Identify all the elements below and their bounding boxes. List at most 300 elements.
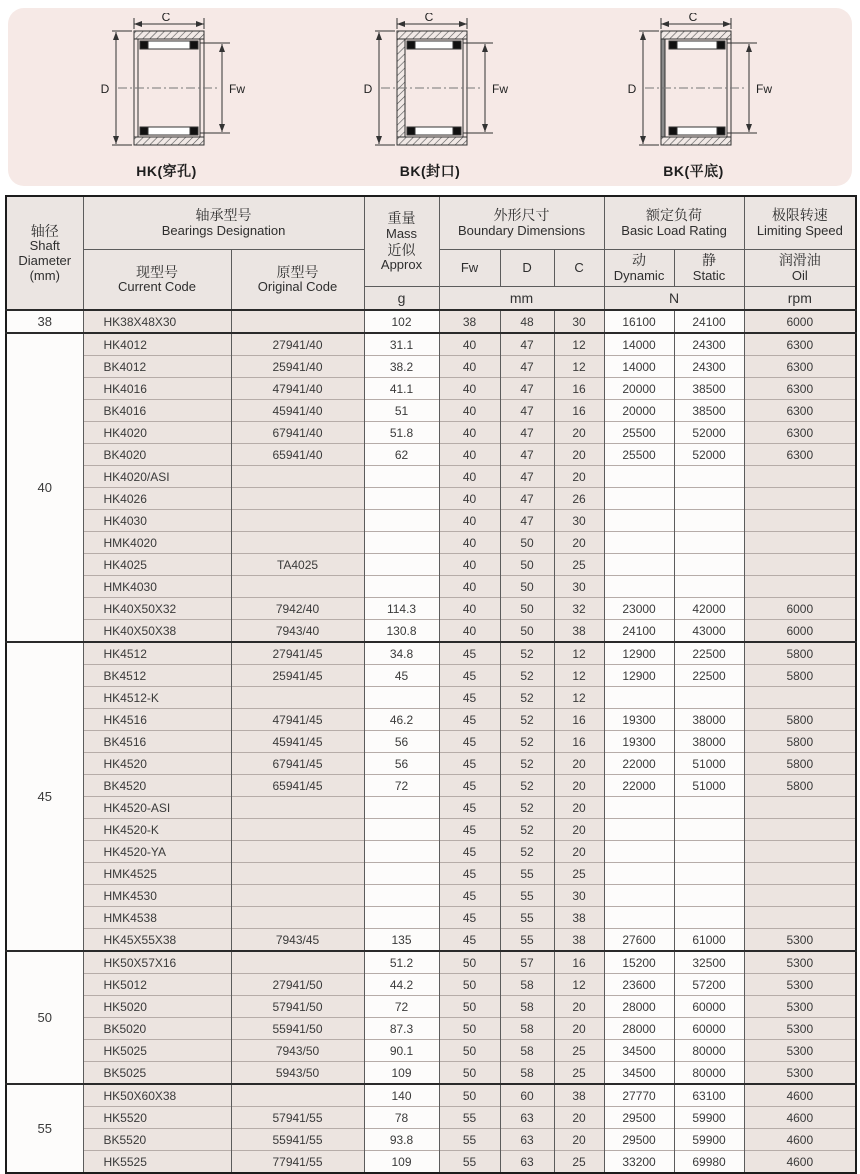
cell-dynamic: 28000 xyxy=(604,1018,674,1040)
cell-current-code: HK38X48X30 xyxy=(83,310,231,333)
cell-original-code xyxy=(231,488,364,510)
cell-d: 55 xyxy=(500,907,554,929)
dim-label-d: D xyxy=(363,82,373,96)
bearing-cross-section-drawing xyxy=(62,13,272,165)
cell-c: 30 xyxy=(554,885,604,907)
cell-c: 38 xyxy=(554,1084,604,1107)
cell-rpm: 6300 xyxy=(744,378,856,400)
header-dynamic: 动 Dynamic xyxy=(604,250,674,287)
cell-c: 26 xyxy=(554,488,604,510)
cell-mass: 51.8 xyxy=(364,422,439,444)
cell-rpm xyxy=(744,819,856,841)
cell-static xyxy=(674,863,744,885)
header-original-code: 原型号 Original Code xyxy=(231,250,364,311)
cell-dynamic: 16100 xyxy=(604,310,674,333)
bearing-cross-section-drawing xyxy=(325,13,535,165)
cell-original-code xyxy=(231,466,364,488)
header-static: 静 Static xyxy=(674,250,744,287)
cell-d: 58 xyxy=(500,1018,554,1040)
cell-dynamic xyxy=(604,863,674,885)
cell-c: 20 xyxy=(554,996,604,1018)
cell-dynamic: 33200 xyxy=(604,1151,674,1174)
cell-rpm xyxy=(744,466,856,488)
cell-c: 20 xyxy=(554,422,604,444)
table-row xyxy=(6,1129,856,1151)
cell-dynamic: 23600 xyxy=(604,974,674,996)
cell-c: 16 xyxy=(554,709,604,731)
cell-mass: 102 xyxy=(364,310,439,333)
cell-mass xyxy=(364,510,439,532)
table-row xyxy=(6,907,856,929)
cell-mass: 38.2 xyxy=(364,356,439,378)
cell-c: 30 xyxy=(554,310,604,333)
table-row xyxy=(6,554,856,576)
header-d: D xyxy=(500,250,554,287)
cell-current-code: HK40X50X32 xyxy=(83,598,231,620)
cell-dynamic: 29500 xyxy=(604,1129,674,1151)
cell-dynamic: 15200 xyxy=(604,951,674,974)
cell-static xyxy=(674,488,744,510)
cell-mass: 109 xyxy=(364,1062,439,1085)
cell-dynamic: 34500 xyxy=(604,1040,674,1062)
diagram-label: BK(平底) xyxy=(663,163,724,179)
cell-c: 20 xyxy=(554,1129,604,1151)
cell-rpm xyxy=(744,510,856,532)
shaft-diameter-cell: 38 xyxy=(6,310,83,333)
header-shaft-diameter: 轴径 Shaft Diameter (mm) xyxy=(6,196,83,310)
cell-mass: 72 xyxy=(364,775,439,797)
cell-current-code: HK5012 xyxy=(83,974,231,996)
cell-original-code: 27941/45 xyxy=(231,642,364,665)
cell-current-code: HK4012 xyxy=(83,333,231,356)
cell-current-code: BK4012 xyxy=(83,356,231,378)
cell-current-code: HK4016 xyxy=(83,378,231,400)
dim-label-fw: Fw xyxy=(492,82,508,96)
cell-static: 38000 xyxy=(674,731,744,753)
cell-d: 52 xyxy=(500,775,554,797)
cell-rpm xyxy=(744,576,856,598)
cell-mass: 93.8 xyxy=(364,1129,439,1151)
cell-dynamic: 34500 xyxy=(604,1062,674,1085)
cell-static xyxy=(674,885,744,907)
header-mass-approx: 重量 Mass 近似 Approx xyxy=(364,196,439,287)
cell-current-code: HK45X55X38 xyxy=(83,929,231,952)
cell-current-code: HMK4020 xyxy=(83,532,231,554)
table-row xyxy=(6,422,856,444)
cell-static: 80000 xyxy=(674,1062,744,1085)
cell-static xyxy=(674,841,744,863)
cell-original-code: 55941/55 xyxy=(231,1129,364,1151)
cell-mass: 51.2 xyxy=(364,951,439,974)
cell-original-code: 57941/55 xyxy=(231,1107,364,1129)
cell-c: 16 xyxy=(554,951,604,974)
table-header xyxy=(6,196,856,310)
cell-c: 16 xyxy=(554,731,604,753)
cell-mass xyxy=(364,841,439,863)
cell-static: 38000 xyxy=(674,709,744,731)
cell-original-code xyxy=(231,1084,364,1107)
cell-c: 20 xyxy=(554,775,604,797)
shaft-diameter-cell: 55 xyxy=(6,1084,83,1173)
bearing-cross-section-drawing xyxy=(589,13,799,165)
cell-fw: 50 xyxy=(439,1040,500,1062)
cell-mass: 109 xyxy=(364,1151,439,1174)
cell-d: 60 xyxy=(500,1084,554,1107)
cell-fw: 45 xyxy=(439,665,500,687)
cell-d: 63 xyxy=(500,1129,554,1151)
cell-fw: 45 xyxy=(439,775,500,797)
cell-dynamic: 20000 xyxy=(604,378,674,400)
cell-d: 52 xyxy=(500,687,554,709)
table-row xyxy=(6,885,856,907)
cell-static xyxy=(674,819,744,841)
cell-rpm xyxy=(744,554,856,576)
cell-static: 24300 xyxy=(674,333,744,356)
cell-original-code: 47941/40 xyxy=(231,378,364,400)
cell-static xyxy=(674,576,744,598)
cell-original-code: 45941/40 xyxy=(231,400,364,422)
cell-mass xyxy=(364,532,439,554)
cell-static: 60000 xyxy=(674,996,744,1018)
cell-dynamic xyxy=(604,532,674,554)
cell-current-code: HMK4525 xyxy=(83,863,231,885)
bearing-diagram-hk xyxy=(62,13,272,181)
table-row xyxy=(6,576,856,598)
cell-dynamic xyxy=(604,841,674,863)
cell-mass xyxy=(364,797,439,819)
cell-mass xyxy=(364,554,439,576)
cell-current-code: HK50X60X38 xyxy=(83,1084,231,1107)
cell-rpm: 4600 xyxy=(744,1129,856,1151)
table-row xyxy=(6,841,856,863)
cell-d: 50 xyxy=(500,620,554,643)
cell-rpm: 4600 xyxy=(744,1107,856,1129)
cell-mass: 56 xyxy=(364,753,439,775)
cell-static: 59900 xyxy=(674,1129,744,1151)
bearing-diagram-bk-sealed xyxy=(325,13,535,181)
cell-original-code: 47941/45 xyxy=(231,709,364,731)
dim-label-c: C xyxy=(161,13,170,24)
cell-mass: 44.2 xyxy=(364,974,439,996)
cell-fw: 45 xyxy=(439,642,500,665)
cell-static: 38500 xyxy=(674,400,744,422)
cell-d: 57 xyxy=(500,951,554,974)
cell-rpm: 5300 xyxy=(744,996,856,1018)
table-row xyxy=(6,1084,856,1107)
cell-dynamic: 12900 xyxy=(604,642,674,665)
cell-original-code: 25941/45 xyxy=(231,665,364,687)
cell-static xyxy=(674,554,744,576)
cell-mass: 90.1 xyxy=(364,1040,439,1062)
table-row xyxy=(6,356,856,378)
cell-original-code xyxy=(231,951,364,974)
cell-rpm: 5800 xyxy=(744,753,856,775)
table-row xyxy=(6,444,856,466)
cell-rpm xyxy=(744,687,856,709)
cell-d: 52 xyxy=(500,642,554,665)
cell-original-code: 27941/50 xyxy=(231,974,364,996)
cell-original-code: 65941/40 xyxy=(231,444,364,466)
cell-original-code xyxy=(231,841,364,863)
cell-mass: 51 xyxy=(364,400,439,422)
cell-rpm: 4600 xyxy=(744,1084,856,1107)
cell-d: 47 xyxy=(500,356,554,378)
cell-dynamic: 14000 xyxy=(604,356,674,378)
cell-fw: 45 xyxy=(439,687,500,709)
table-row xyxy=(6,1062,856,1085)
shaft-diameter-cell: 45 xyxy=(6,642,83,951)
cell-c: 38 xyxy=(554,907,604,929)
cell-rpm xyxy=(744,863,856,885)
table-row xyxy=(6,665,856,687)
cell-rpm: 5300 xyxy=(744,951,856,974)
cell-rpm: 5300 xyxy=(744,1040,856,1062)
cell-c: 25 xyxy=(554,1040,604,1062)
cell-current-code: HK4520-YA xyxy=(83,841,231,863)
cell-d: 55 xyxy=(500,885,554,907)
cell-d: 63 xyxy=(500,1107,554,1129)
cell-d: 52 xyxy=(500,709,554,731)
cell-static: 69980 xyxy=(674,1151,744,1174)
cell-mass: 41.1 xyxy=(364,378,439,400)
cell-mass: 78 xyxy=(364,1107,439,1129)
cell-mass: 72 xyxy=(364,996,439,1018)
cell-current-code: HMK4530 xyxy=(83,885,231,907)
cell-static: 61000 xyxy=(674,929,744,952)
table-row xyxy=(6,598,856,620)
cell-dynamic: 28000 xyxy=(604,996,674,1018)
cell-static xyxy=(674,510,744,532)
cell-fw: 45 xyxy=(439,929,500,952)
cell-current-code: HK5520 xyxy=(83,1107,231,1129)
cell-dynamic xyxy=(604,907,674,929)
table-row xyxy=(6,775,856,797)
cell-original-code: 45941/45 xyxy=(231,731,364,753)
cell-d: 58 xyxy=(500,1062,554,1085)
cell-rpm: 5800 xyxy=(744,709,856,731)
cell-current-code: HK4030 xyxy=(83,510,231,532)
cell-current-code: HK4020 xyxy=(83,422,231,444)
cell-rpm: 5300 xyxy=(744,1062,856,1085)
cell-static xyxy=(674,797,744,819)
cell-c: 16 xyxy=(554,378,604,400)
cell-static: 52000 xyxy=(674,422,744,444)
cell-rpm: 6300 xyxy=(744,356,856,378)
table-row xyxy=(6,974,856,996)
cell-fw: 40 xyxy=(439,466,500,488)
cell-dynamic: 25500 xyxy=(604,422,674,444)
cell-fw: 40 xyxy=(439,598,500,620)
catalog-page xyxy=(0,8,860,1174)
cell-static: 43000 xyxy=(674,620,744,643)
cell-static: 42000 xyxy=(674,598,744,620)
cell-static xyxy=(674,687,744,709)
cell-original-code: 25941/40 xyxy=(231,356,364,378)
cell-fw: 45 xyxy=(439,819,500,841)
cell-original-code xyxy=(231,576,364,598)
cell-original-code: 77941/55 xyxy=(231,1151,364,1174)
cell-rpm: 6300 xyxy=(744,333,856,356)
cell-static: 60000 xyxy=(674,1018,744,1040)
cell-current-code: BK5020 xyxy=(83,1018,231,1040)
cell-current-code: HK4512-K xyxy=(83,687,231,709)
cell-c: 30 xyxy=(554,576,604,598)
cell-d: 47 xyxy=(500,378,554,400)
cell-fw: 40 xyxy=(439,400,500,422)
table-row xyxy=(6,400,856,422)
header-limiting-speed: 极限转速 Limiting Speed xyxy=(744,196,856,250)
cell-static: 24100 xyxy=(674,310,744,333)
cell-current-code: BK4020 xyxy=(83,444,231,466)
table-row xyxy=(6,797,856,819)
table-row xyxy=(6,466,856,488)
cell-fw: 45 xyxy=(439,885,500,907)
cell-c: 20 xyxy=(554,797,604,819)
header-c: C xyxy=(554,250,604,287)
cell-original-code xyxy=(231,819,364,841)
cell-d: 52 xyxy=(500,731,554,753)
cell-fw: 50 xyxy=(439,1084,500,1107)
cell-original-code xyxy=(231,310,364,333)
cell-original-code xyxy=(231,907,364,929)
table-row xyxy=(6,951,856,974)
cell-mass: 130.8 xyxy=(364,620,439,643)
cell-d: 47 xyxy=(500,466,554,488)
cell-mass xyxy=(364,488,439,510)
cell-rpm: 5800 xyxy=(744,665,856,687)
cell-original-code: 55941/50 xyxy=(231,1018,364,1040)
cell-current-code: HK4520-ASI xyxy=(83,797,231,819)
cell-dynamic xyxy=(604,466,674,488)
cell-original-code: 5943/50 xyxy=(231,1062,364,1085)
cell-original-code xyxy=(231,687,364,709)
cell-original-code: TA4025 xyxy=(231,554,364,576)
cell-original-code: 7943/45 xyxy=(231,929,364,952)
cell-dynamic xyxy=(604,576,674,598)
cell-original-code xyxy=(231,863,364,885)
cell-dynamic xyxy=(604,797,674,819)
table-row xyxy=(6,620,856,643)
cell-mass: 140 xyxy=(364,1084,439,1107)
cell-d: 52 xyxy=(500,819,554,841)
cell-rpm: 5300 xyxy=(744,929,856,952)
cell-dynamic: 22000 xyxy=(604,775,674,797)
cell-current-code: BK5520 xyxy=(83,1129,231,1151)
cell-rpm: 6000 xyxy=(744,620,856,643)
cell-dynamic: 27600 xyxy=(604,929,674,952)
cell-rpm xyxy=(744,841,856,863)
cell-c: 20 xyxy=(554,753,604,775)
cell-mass xyxy=(364,863,439,885)
shaft-diameter-cell: 40 xyxy=(6,333,83,642)
table-row xyxy=(6,532,856,554)
cell-d: 52 xyxy=(500,665,554,687)
cell-current-code: HK5020 xyxy=(83,996,231,1018)
cell-d: 50 xyxy=(500,532,554,554)
cell-rpm xyxy=(744,532,856,554)
cell-c: 12 xyxy=(554,356,604,378)
cell-current-code: HK4026 xyxy=(83,488,231,510)
cell-dynamic: 25500 xyxy=(604,444,674,466)
table-row xyxy=(6,753,856,775)
cell-original-code xyxy=(231,510,364,532)
cell-dynamic: 19300 xyxy=(604,709,674,731)
cell-d: 52 xyxy=(500,753,554,775)
cell-d: 47 xyxy=(500,400,554,422)
cell-dynamic: 29500 xyxy=(604,1107,674,1129)
cell-current-code: BK4016 xyxy=(83,400,231,422)
cell-d: 47 xyxy=(500,333,554,356)
cell-c: 12 xyxy=(554,687,604,709)
cell-mass xyxy=(364,466,439,488)
cell-mass: 62 xyxy=(364,444,439,466)
header-boundary-dimensions: 外形尺寸 Boundary Dimensions xyxy=(439,196,604,250)
cell-fw: 45 xyxy=(439,731,500,753)
cell-original-code xyxy=(231,797,364,819)
bearings-spec-table xyxy=(5,195,857,1174)
cell-dynamic: 14000 xyxy=(604,333,674,356)
table-row xyxy=(6,863,856,885)
cell-current-code: HMK4538 xyxy=(83,907,231,929)
table-row xyxy=(6,333,856,356)
table-row xyxy=(6,996,856,1018)
cell-original-code: 7942/40 xyxy=(231,598,364,620)
cell-original-code: 67941/45 xyxy=(231,753,364,775)
cell-rpm xyxy=(744,797,856,819)
cell-dynamic: 22000 xyxy=(604,753,674,775)
cell-rpm: 5300 xyxy=(744,1018,856,1040)
cell-fw: 55 xyxy=(439,1151,500,1174)
cell-rpm xyxy=(744,885,856,907)
table-row xyxy=(6,310,856,333)
header-bearings-designation: 轴承型号 Bearings Designation xyxy=(83,196,364,250)
cell-d: 55 xyxy=(500,929,554,952)
dim-label-fw: Fw xyxy=(755,82,772,96)
cell-dynamic xyxy=(604,687,674,709)
cell-dynamic xyxy=(604,554,674,576)
cell-current-code: BK5025 xyxy=(83,1062,231,1085)
cell-original-code xyxy=(231,885,364,907)
cell-fw: 40 xyxy=(439,576,500,598)
cell-current-code: BK4516 xyxy=(83,731,231,753)
cell-current-code: HK4512 xyxy=(83,642,231,665)
cell-rpm: 5800 xyxy=(744,642,856,665)
cell-mass: 114.3 xyxy=(364,598,439,620)
cell-d: 58 xyxy=(500,974,554,996)
cell-original-code: 7943/40 xyxy=(231,620,364,643)
cell-c: 30 xyxy=(554,510,604,532)
cell-d: 52 xyxy=(500,841,554,863)
cell-mass xyxy=(364,576,439,598)
cell-fw: 50 xyxy=(439,1062,500,1085)
cell-c: 12 xyxy=(554,333,604,356)
cell-fw: 40 xyxy=(439,488,500,510)
cell-c: 20 xyxy=(554,466,604,488)
cell-c: 12 xyxy=(554,665,604,687)
dim-label-d: D xyxy=(627,82,636,96)
cell-static: 51000 xyxy=(674,753,744,775)
cell-original-code: 57941/50 xyxy=(231,996,364,1018)
cell-dynamic: 23000 xyxy=(604,598,674,620)
cell-fw: 55 xyxy=(439,1129,500,1151)
cell-static xyxy=(674,907,744,929)
cell-rpm: 6300 xyxy=(744,400,856,422)
cell-static: 38500 xyxy=(674,378,744,400)
cell-d: 50 xyxy=(500,554,554,576)
cell-fw: 40 xyxy=(439,333,500,356)
cell-c: 25 xyxy=(554,863,604,885)
cell-current-code: HK50X57X16 xyxy=(83,951,231,974)
